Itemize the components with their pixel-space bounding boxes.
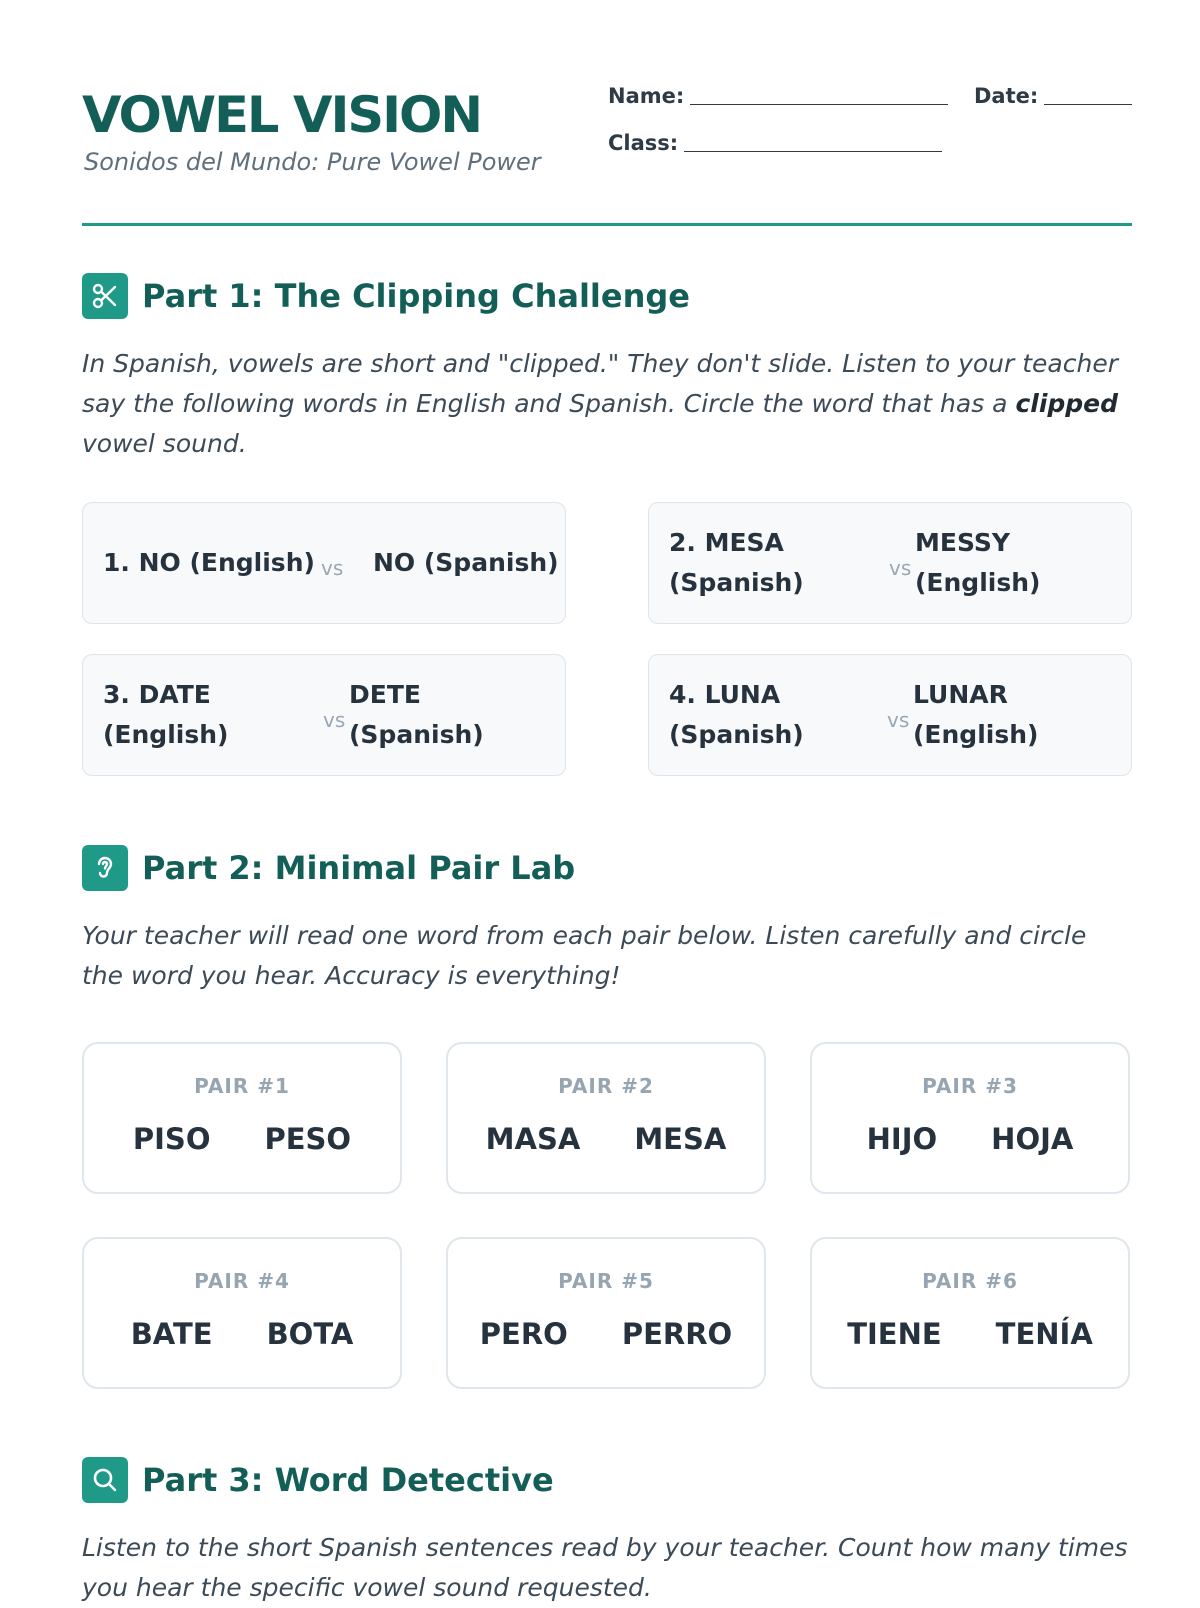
pair-word-option[interactable]: PESO	[264, 1122, 352, 1156]
pair-word-option[interactable]: PERRO	[621, 1317, 733, 1351]
part3-title: Part 3: Word Detective	[142, 1461, 554, 1499]
part2-heading	[82, 844, 575, 892]
pair-card-5	[446, 1237, 766, 1389]
pair-card-6	[810, 1237, 1130, 1389]
scissors-icon	[82, 273, 128, 319]
pair-word-option[interactable]: PISO	[132, 1122, 211, 1156]
pair-label: PAIR #2	[558, 1074, 654, 1098]
clip-option-left[interactable]: 1. NO (English)	[103, 548, 315, 577]
pair-word-option[interactable]: TIENE	[847, 1317, 942, 1351]
pair-card-1	[82, 1042, 402, 1194]
clip-card-4	[648, 654, 1132, 776]
clip-option-right[interactable]: LUNAR (English)	[913, 680, 1039, 749]
class-blank-line[interactable]	[684, 151, 942, 152]
worksheet-header	[82, 80, 1132, 226]
worksheet-title: VOWEL VISION	[82, 86, 481, 144]
part2-title: Part 2: Minimal Pair Lab	[142, 849, 576, 887]
class-field[interactable]	[608, 131, 942, 155]
pair-label: PAIR #5	[558, 1269, 654, 1293]
pair-card-3	[810, 1042, 1130, 1194]
clip-option-left[interactable]: 3. DATE (English)	[103, 680, 229, 749]
part1-title: Part 1: The Clipping Challenge	[142, 277, 690, 315]
date-label: Date:	[974, 84, 1039, 108]
clip-option-left[interactable]: 2. MESA (Spanish)	[669, 528, 804, 597]
clip-card-3	[82, 654, 566, 776]
pair-card-2	[446, 1042, 766, 1194]
part1-instructions	[82, 344, 1132, 464]
magnifier-icon	[82, 1457, 128, 1503]
clip-option-left[interactable]: 4. LUNA (Spanish)	[669, 680, 804, 749]
pair-label: PAIR #3	[922, 1074, 1018, 1098]
part1-instructions-end: vowel sound.	[82, 429, 247, 458]
pair-label: PAIR #4	[194, 1269, 290, 1293]
ear-icon	[82, 845, 128, 891]
part3-heading	[82, 1456, 554, 1504]
pair-label: PAIR #6	[922, 1269, 1018, 1293]
clip-option-right[interactable]: NO (Spanish)	[373, 548, 559, 577]
pair-word-option[interactable]: MESA	[634, 1122, 727, 1156]
vs-label: vs	[889, 556, 912, 580]
class-label: Class:	[608, 131, 679, 155]
clip-card-2	[648, 502, 1132, 624]
part2-instructions: Your teacher will read one word from each pair below. Listen carefully and circle the word you hear. Accuracy is everything!	[82, 921, 1087, 990]
clip-option-right[interactable]: DETE (Spanish)	[349, 680, 484, 749]
part1-heading	[82, 272, 690, 320]
vs-label: vs	[323, 708, 346, 732]
vs-label: vs	[887, 708, 910, 732]
pair-card-4	[82, 1237, 402, 1389]
worksheet-subtitle: Sonidos del Mundo: Pure Vowel Power	[84, 148, 541, 176]
part1-instructions-text: In Spanish, vowels are short and "clipped." They don't slide. Listen to your teacher say the following words in English and Spanish. Circle the word that has a	[82, 349, 1118, 418]
pair-word-option[interactable]: MASA	[485, 1122, 581, 1156]
name-label: Name:	[608, 84, 685, 108]
pair-word-option[interactable]: TENÍA	[995, 1317, 1093, 1351]
part1-instructions-emphasis: clipped	[1015, 389, 1119, 418]
pair-label: PAIR #1	[194, 1074, 290, 1098]
clip-option-right[interactable]: MESSY (English)	[915, 528, 1041, 597]
clip-card-1	[82, 502, 566, 624]
pair-word-option[interactable]: HOJA	[991, 1122, 1074, 1156]
vs-label: vs	[321, 556, 344, 580]
date-field[interactable]	[974, 84, 1132, 108]
part3-instructions: Listen to the short Spanish sentences read by your teacher. Count how many times you hear the specific vowel sound requested.	[82, 1533, 1128, 1602]
name-blank-line[interactable]	[690, 104, 948, 105]
pair-word-option[interactable]: HIJO	[866, 1122, 938, 1156]
pair-word-option[interactable]: BATE	[130, 1317, 213, 1351]
pair-word-option[interactable]: PERO	[479, 1317, 568, 1351]
name-field[interactable]	[608, 84, 948, 108]
pair-word-option[interactable]: BOTA	[266, 1317, 354, 1351]
date-blank-line[interactable]	[1044, 104, 1132, 105]
